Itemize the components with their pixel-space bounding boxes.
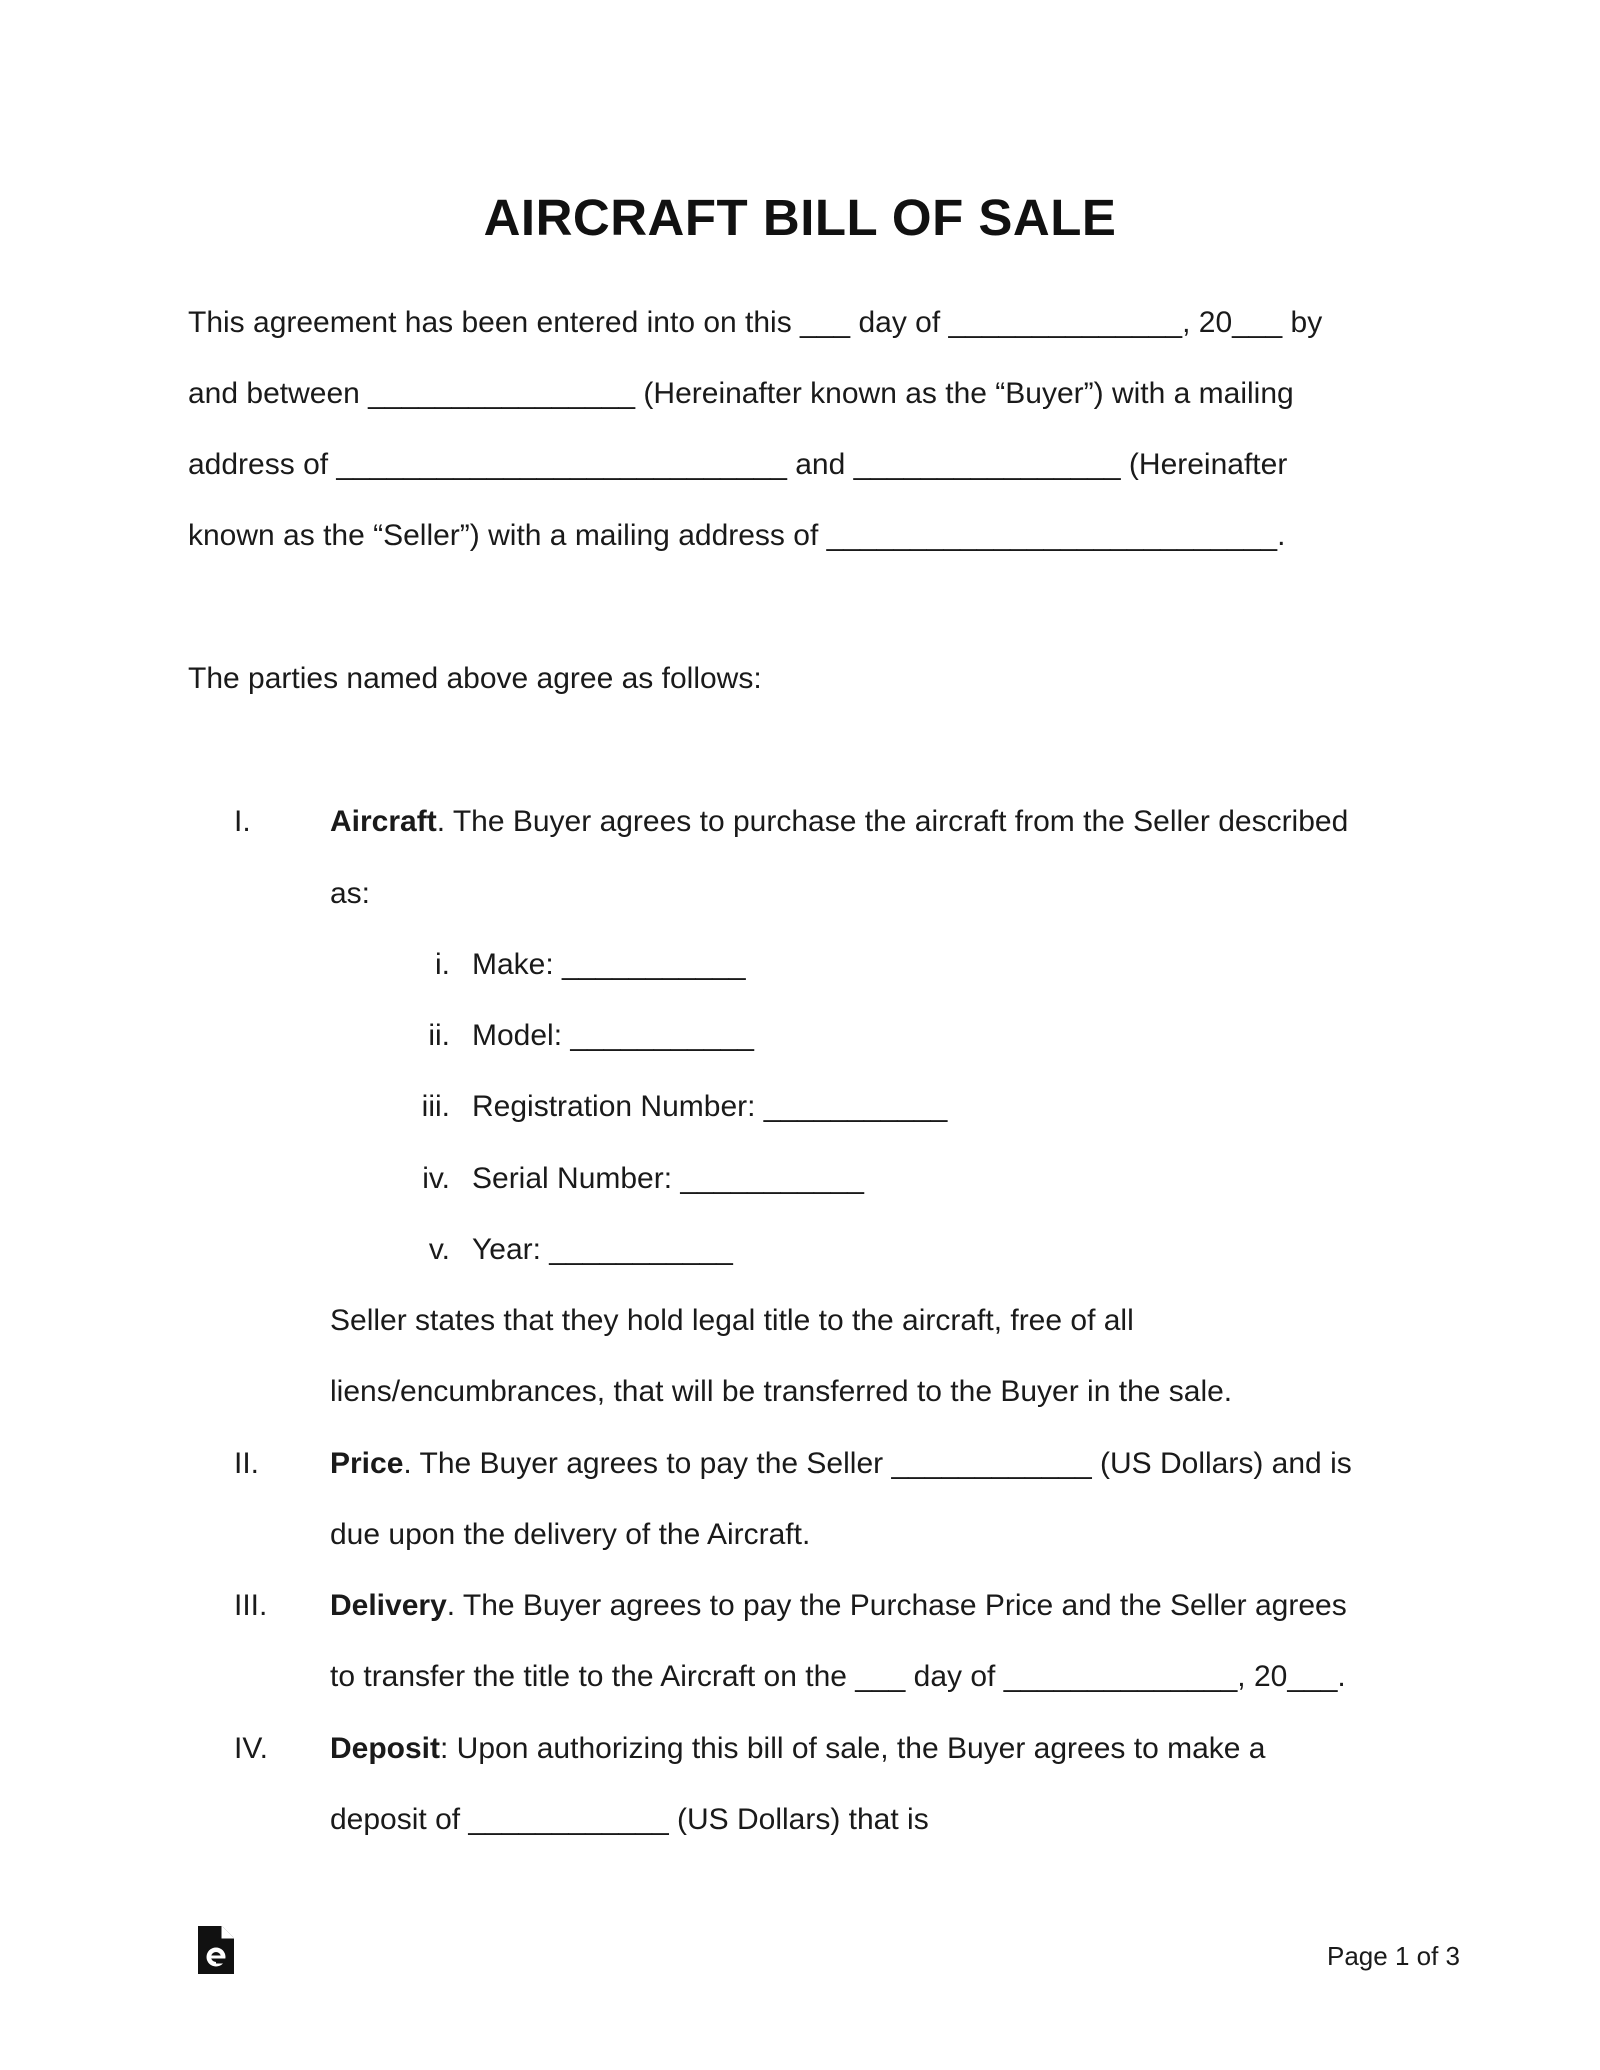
section-deposit-line-2: deposit of ____________ (US Dollars) that is <box>330 1803 929 1836</box>
eforms-logo-icon <box>196 1924 236 1976</box>
aircraft-item-make: Make: ___________ <box>472 948 746 981</box>
aircraft-item-serial: Serial Number: ___________ <box>472 1162 864 1195</box>
section-delivery-text-1: . The Buyer agrees to pay the Purchase Price and the Seller agrees <box>446 1589 1347 1622</box>
section-deposit-text-1: : Upon authorizing this bill of sale, the Buyer agrees to make a <box>440 1732 1266 1765</box>
aircraft-item-number: iv. <box>422 1162 450 1195</box>
section-price-text-1: . The Buyer agrees to pay the Seller ____________ (US Dollars) and is <box>403 1447 1352 1480</box>
aircraft-item-registration: Registration Number: ___________ <box>472 1090 948 1123</box>
section-delivery-line-1 <box>330 1586 1347 1626</box>
intro-line-2: and between ________________ (Hereinafter known as the “Buyer”) with a mailing <box>188 377 1294 410</box>
section-price-line-1 <box>330 1444 1352 1484</box>
aircraft-item-number: ii. <box>428 1019 450 1052</box>
section-aircraft-text-1: . The Buyer agrees to purchase the aircraft from the Seller described <box>436 805 1349 838</box>
section-heading-delivery: Delivery <box>330 1589 447 1622</box>
aircraft-item-number: v. <box>428 1233 450 1266</box>
aircraft-title-statement-2: liens/encumbrances, that will be transferred to the Buyer in the sale. <box>330 1375 1233 1408</box>
section-heading-aircraft: Aircraft <box>330 805 437 838</box>
section-aircraft-line-1 <box>330 802 1348 842</box>
aircraft-title-statement-1: Seller states that they hold legal title to the aircraft, free of all <box>330 1304 1134 1337</box>
document-title: AIRCRAFT BILL OF SALE <box>483 189 1117 246</box>
section-deposit-line-1 <box>330 1729 1265 1769</box>
page-number: Page 1 of 3 <box>1327 1941 1460 1971</box>
section-delivery-line-2: to transfer the title to the Aircraft on the ___ day of ______________, 20___. <box>330 1660 1346 1693</box>
intro-line-4: known as the “Seller”) with a mailing address of ___________________________. <box>188 519 1286 552</box>
section-aircraft-line-2: as: <box>330 877 371 910</box>
intro-line-3: address of ___________________________ and ________________ (Hereinafter <box>188 448 1288 481</box>
section-heading-price: Price <box>330 1447 404 1480</box>
section-number-price: II. <box>234 1447 260 1480</box>
section-number-delivery: III. <box>234 1589 268 1622</box>
section-heading-deposit: Deposit <box>330 1732 441 1765</box>
intro-line-1: This agreement has been entered into on this ___ day of ______________, 20___ by <box>188 306 1323 339</box>
aircraft-item-number: iii. <box>421 1090 450 1123</box>
section-number-deposit: IV. <box>234 1732 268 1765</box>
section-number-aircraft: I. <box>234 805 251 838</box>
aircraft-item-model: Model: ___________ <box>472 1019 754 1052</box>
aircraft-item-number: i. <box>435 948 450 981</box>
section-price-line-2: due upon the delivery of the Aircraft. <box>330 1518 811 1551</box>
parties-statement: The parties named above agree as follows: <box>188 662 762 695</box>
aircraft-item-year: Year: ___________ <box>472 1233 733 1266</box>
